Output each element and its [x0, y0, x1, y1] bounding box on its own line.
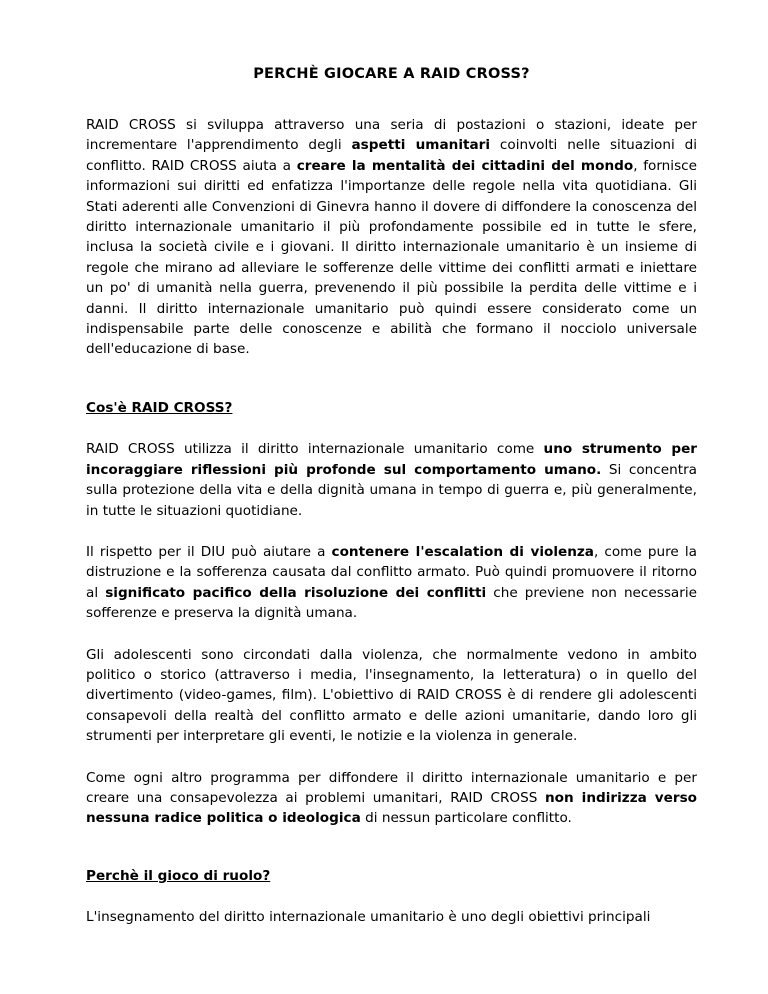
s1p2-text-3: che previene non necessarie sofferenze e preserva la dignità umana.	[86, 584, 697, 622]
s1p1-text-2: Si concentra sulla protezione della vita e della dignità umana in tempo di guerra e, più generalmente, in tutte le situazioni quotidiane.	[86, 461, 697, 519]
section-heading-gioco-di-ruolo: Perchè il gioco di ruolo?	[86, 867, 271, 884]
intro-paragraph	[86, 115, 697, 360]
s1p2-bold-1: contenere l'escalation di violenza	[331, 543, 594, 560]
s1p2-bold-2: significato pacifico della risoluzione dei conflitti	[105, 584, 487, 601]
s1p4-text-1: Come ogni altro programma per diffondere il diritto internazionale umanitario e per creare una consapevolezza ai problemi umanitari, RAID CROSS	[86, 769, 697, 806]
intro-bold-1: aspetti umanitari	[351, 137, 491, 154]
s1p1-text-1: RAID CROSS utilizza il diritto internazionale umanitario come	[86, 441, 544, 458]
section-heading-cos-e: Cos'è RAID CROSS?	[86, 399, 233, 416]
intro-text-2: coinvolti nelle situazioni di conflitto. RAID CROSS aiuta a	[86, 137, 697, 174]
document-page	[86, 0, 697, 928]
intro-bold-2: creare la mentalità dei cittadini del mondo	[296, 157, 634, 174]
section1-paragraph-2	[86, 542, 697, 624]
s1p2-text-1: Il rispetto per il DIU può aiutare a	[86, 543, 332, 560]
s1p2-text-2: , come pure la distruzione e la sofferenza causata dal conflitto armato. Può quindi promuovere il ritorno al	[86, 543, 698, 601]
s1p1-bold-1: uno strumento per incoraggiare riflessioni più profonde sul comportamento umano.	[86, 441, 697, 478]
intro-text-1: RAID CROSS si sviluppa attraverso una seria di postazioni o stazioni, ideate per incrementare l'apprendimento degli	[86, 117, 697, 154]
s1p4-text-2: di nessun particolare conflitto.	[360, 810, 572, 827]
section1-paragraph-4	[86, 768, 697, 829]
section1-paragraph-1	[86, 439, 697, 521]
section1-paragraph-3: Gli adolescenti sono circondati dalla violenza, che normalmente vedono in ambito politico o storico (attraverso i media, l'insegnamento, la letteratura) o in quello del divertimento (video-games, film). L'obiettivo di RAID CROSS è di rendere gli adolescenti consapevoli della realtà del conflitto armato e delle azioni umanitarie, dando loro gli strumenti per interpretare gli eventi, le notizie e la violenza in generale.	[86, 646, 697, 745]
s1p4-bold-1: non indirizza verso nessuna radice politica o ideologica	[86, 789, 697, 827]
section2-paragraph-1: L'insegnamento del diritto internazionale umanitario è uno degli obiettivi principali	[86, 909, 651, 926]
intro-text-3: , fornisce informazioni sui diritti ed enfatizza l'importanze delle regole nella vita quotidiana. Gli Stati aderenti alle Convenzioni di Ginevra hanno il dovere di diffondere la conoscenza del diritto internazionale umanitario il più profondamente possibile ed in tutte le sfere, inclusa la società civile e i giovani. Il diritto internazionale umanitario è un insieme di regole che mirano ad alleviare le sofferenze delle vittime dei conflitti armati e iniettare un po' di umanità nella guerra, prevenendo il più possibile la perdita delle vittime e i danni. Il diritto internazionale umanitario può quindi essere considerato come un indispensabile parte delle conoscenze e abilità che formano il nocciolo universale dell'educazione di base.	[86, 157, 697, 358]
page-title: PERCHÈ GIOCARE A RAID CROSS?	[253, 66, 530, 82]
